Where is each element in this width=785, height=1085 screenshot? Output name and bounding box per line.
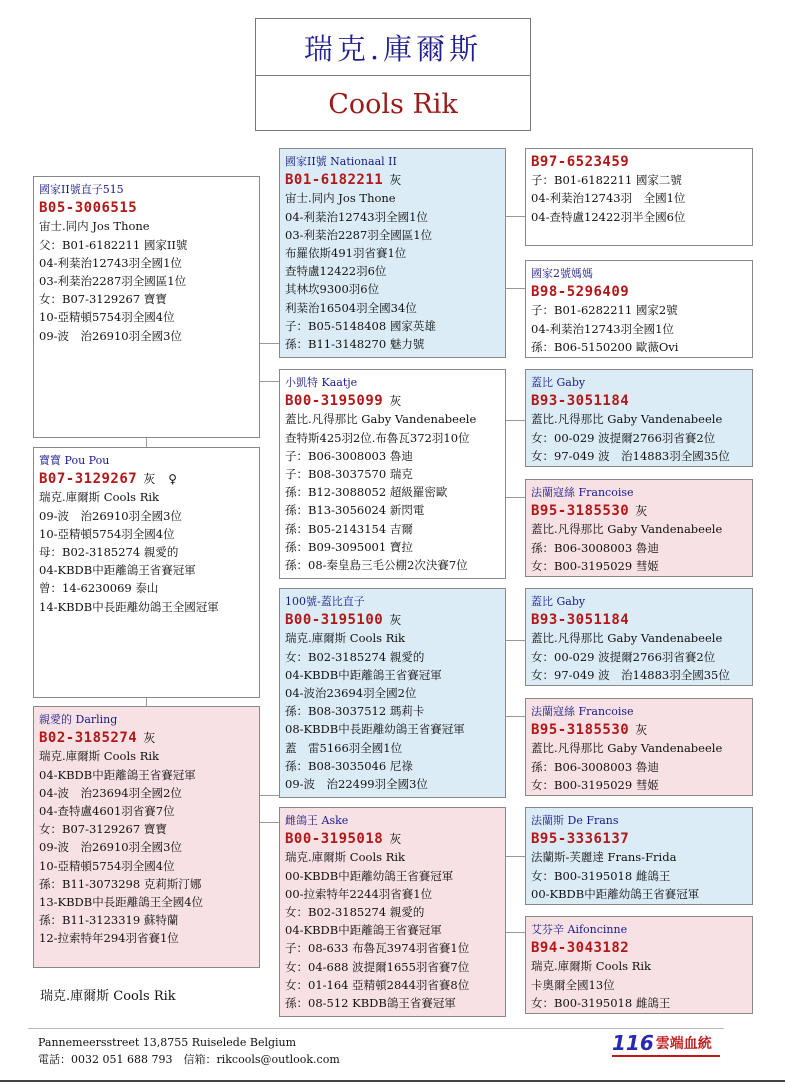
info-line: 09-波 治26910羽全國3位 bbox=[39, 328, 182, 343]
connector-line bbox=[146, 437, 147, 447]
ring-number: B00-3195100 灰 bbox=[285, 612, 402, 629]
info-line: 04-KBDB中距離鴿王省賽冠軍 bbox=[285, 923, 442, 938]
pigeon-name: 蓋比 Gaby bbox=[531, 595, 586, 608]
logo-number: 116 bbox=[612, 1031, 654, 1055]
info-line: 蓋比.凡得那比 Gaby Vandenabeele bbox=[531, 631, 723, 646]
info-line: 孫：B06-5150200 歐薇Ovi bbox=[531, 339, 679, 354]
info-line: 孫：B05-2143154 吉爾 bbox=[285, 521, 413, 536]
info-line: 查特盧12422羽6位 bbox=[285, 264, 387, 279]
connector-line bbox=[259, 822, 279, 823]
info-line: 子：B05-5148408 國家英雄 bbox=[285, 318, 436, 333]
info-line: 孫：08-512 KBDB鴿王省賽冠軍 bbox=[285, 996, 456, 1011]
connector-line bbox=[505, 288, 525, 289]
info-line: 女：B02-3185274 親愛的 bbox=[285, 649, 425, 664]
info-line: 蓋比.凡得那比 Gaby Vandenabeele bbox=[285, 412, 477, 427]
contact-line: 電話：0032 051 688 793 信箱：rikcools@outlook.com bbox=[38, 1053, 340, 1066]
ring-number: B01-6182211 灰 bbox=[285, 172, 402, 189]
card-granddam-paternal bbox=[279, 369, 506, 579]
info-line: 孫：08-秦皇島三毛公棚2次決賽7位 bbox=[285, 558, 468, 573]
ring-number: B98-5296409 bbox=[531, 284, 630, 301]
info-line: 女：97-049 波 治14883羽全國35位 bbox=[531, 448, 730, 463]
info-line: 女：00-029 波提爾2766羽省賽2位 bbox=[531, 649, 716, 664]
footer-contact bbox=[38, 1034, 340, 1068]
info-line: 女：01-164 亞精頓2844羽省賽8位 bbox=[285, 977, 470, 992]
card-ggp-5 bbox=[525, 588, 753, 686]
info-line: 法蘭斯-芙麗達 Frans-Frida bbox=[531, 850, 677, 865]
info-line: 孫：B12-3088052 超級羅密歐 bbox=[285, 485, 448, 500]
info-line: 女：B07-3129267 寶寶 bbox=[39, 822, 167, 837]
info-line: 00-KBDB中距離幼鴿王省賽冠軍 bbox=[531, 886, 700, 901]
info-line: 瑞克.庫爾斯 Cools Rik bbox=[39, 749, 159, 764]
address-line: Pannemeersstreet 13,8755 Ruiselede Belgium bbox=[38, 1036, 297, 1049]
pigeon-name: 國家II號 Nationaal II bbox=[285, 155, 397, 168]
info-line: 蓋 雷5166羽全國1位 bbox=[285, 740, 403, 755]
info-line: 09-波 治26910羽全國3位 bbox=[39, 508, 182, 523]
connector-line bbox=[505, 216, 525, 217]
title-box bbox=[255, 18, 531, 131]
info-line: 女：B02-3185274 親愛的 bbox=[285, 905, 425, 920]
info-line: 女：B00-3195029 彗姬 bbox=[531, 777, 659, 792]
card-mother bbox=[33, 706, 260, 968]
logo-text: 雲端血統 bbox=[655, 1036, 712, 1052]
color-sex: 灰 bbox=[389, 613, 402, 628]
card-father bbox=[33, 176, 260, 438]
page-bottom-border bbox=[0, 1080, 785, 1082]
card-granddam-maternal bbox=[279, 807, 506, 1017]
info-line: 瑞克.庫爾斯 Cools Rik bbox=[39, 490, 159, 505]
info-line: 13-KBDB中長距離鴿王全國4位 bbox=[39, 895, 204, 910]
info-line: 女：B00-3195018 雌鴿王 bbox=[531, 995, 671, 1010]
info-line: 04-KBDB中距離鴿王省賽冠軍 bbox=[39, 767, 196, 782]
card-ggp-3 bbox=[525, 369, 753, 467]
info-line: 孫：B09-3095001 寶拉 bbox=[285, 539, 413, 554]
pigeon-name: 蓋比 Gaby bbox=[531, 376, 586, 389]
info-line: 03-利棻治2287羽全國區1位 bbox=[285, 227, 433, 242]
info-line: 子：B01-6282211 國家2號 bbox=[531, 303, 678, 318]
info-line: 子：B08-3037570 瑞克 bbox=[285, 467, 413, 482]
pigeon-name: 寶寶 Pou Pou bbox=[39, 454, 110, 467]
info-line: 09-波 治26910羽全國3位 bbox=[39, 840, 182, 855]
info-line: 其林坎9300羽6位 bbox=[285, 282, 380, 297]
info-line: 蓋比.凡得那比 Gaby Vandenabeele bbox=[531, 522, 723, 537]
connector-line bbox=[259, 795, 279, 796]
pigeon-name: 國家2號媽媽 bbox=[531, 267, 593, 280]
pigeon-name: 艾芬辛 Aifoncinne bbox=[531, 923, 628, 936]
info-line: 04-利棻治12743羽 全國1位 bbox=[531, 191, 686, 206]
ring-number: B94-3043182 bbox=[531, 940, 630, 957]
info-line: 04-利棻治12743羽全國1位 bbox=[285, 209, 428, 224]
info-line: 子：08-633 布魯瓦3974羽省賽1位 bbox=[285, 941, 470, 956]
color-sex: 灰 bbox=[389, 394, 402, 409]
info-line: 女：B07-3129267 寶寶 bbox=[39, 292, 167, 307]
info-line: 蓋比.凡得那比 Gaby Vandenabeele bbox=[531, 741, 723, 756]
info-line: 孫：B11-3123319 蘇特蘭 bbox=[39, 913, 179, 928]
info-line: 蓋比.凡得那比 Gaby Vandenabeele bbox=[531, 412, 723, 427]
connector-line bbox=[505, 932, 525, 933]
pigeon-name: 雌鴿王 Aske bbox=[285, 814, 349, 827]
info-line: 04-查特盧12422羽半全國6位 bbox=[531, 209, 686, 224]
info-line: 女：00-029 波提爾2766羽省賽2位 bbox=[531, 430, 716, 445]
pigeon-name: 國家II號直子515 bbox=[39, 183, 124, 196]
card-grandsire-maternal bbox=[279, 588, 506, 798]
info-line: 14-KBDB中長距離幼鴿王全國冠軍 bbox=[39, 599, 219, 614]
footer-divider bbox=[28, 1028, 724, 1029]
info-line: 瑞克.庫爾斯 Cools Rik bbox=[531, 959, 651, 974]
color-sex: 灰 ♀ bbox=[143, 472, 178, 487]
info-line: 08-KBDB中長距離幼鴿王省賽冠軍 bbox=[285, 722, 465, 737]
color-sex: 灰 bbox=[635, 504, 648, 519]
pigeon-name: 法蘭寇絲 Francoise bbox=[531, 705, 634, 718]
card-ggp-4 bbox=[525, 479, 753, 577]
info-line: 10-亞精頓5754羽全國4位 bbox=[39, 526, 175, 541]
pigeon-name: 親愛的 Darling bbox=[39, 713, 118, 726]
info-line: 04-波治23694羽全國2位 bbox=[285, 686, 417, 701]
color-sex: 灰 bbox=[389, 173, 402, 188]
info-line: 卡奧爾全國13位 bbox=[531, 977, 615, 992]
card-ggp-2 bbox=[525, 260, 753, 358]
info-line: 孫：B06-3008003 魯迪 bbox=[531, 759, 659, 774]
info-line: 04-KBDB中距離鴿王省賽冠軍 bbox=[39, 563, 196, 578]
ring-number: B00-3195099 灰 bbox=[285, 393, 402, 410]
info-line: 孫：B08-3035046 尼祿 bbox=[285, 758, 413, 773]
card-subject bbox=[33, 447, 260, 698]
ring-number: B02-3185274 灰 bbox=[39, 730, 156, 747]
ring-number: B07-3129267 灰 ♀ bbox=[39, 471, 178, 488]
info-line: 布羅依斯491羽省賽1位 bbox=[285, 246, 407, 261]
info-line: 子：B06-3008003 魯迪 bbox=[285, 448, 413, 463]
info-line: 女：97-049 波 治14883羽全國35位 bbox=[531, 667, 730, 682]
info-line: 查特斯425羽2位.布魯瓦372羽10位 bbox=[285, 430, 470, 445]
info-line: 孫：B11-3073298 克莉斯汀娜 bbox=[39, 876, 202, 891]
card-ggp-8 bbox=[525, 916, 753, 1014]
color-sex: 灰 bbox=[635, 723, 648, 738]
connector-line bbox=[505, 856, 525, 857]
logo-underline bbox=[612, 1055, 720, 1057]
ring-number: B95-3185530 灰 bbox=[531, 722, 648, 739]
info-line: 04-KBDB中距離鴿王省賽冠軍 bbox=[285, 667, 442, 682]
color-sex: 灰 bbox=[389, 832, 402, 847]
info-line: 孫：B08-3037512 瑪莉卡 bbox=[285, 704, 425, 719]
owner-name: 瑞克.庫爾斯 Cools Rik bbox=[40, 989, 176, 1004]
pigeon-name: 法蘭斯 De Frans bbox=[531, 814, 619, 827]
brand-logo bbox=[612, 1030, 722, 1056]
info-line: 孫：B13-3056024 新閃電 bbox=[285, 503, 425, 518]
connector-line bbox=[505, 716, 525, 717]
info-line: 利棻治16504羽全國34位 bbox=[285, 300, 417, 315]
info-line: 04-利棻治12743羽全國1位 bbox=[531, 321, 674, 336]
ring-number: B95-3185530 灰 bbox=[531, 503, 648, 520]
info-line: 03-利棻治2287羽全國區1位 bbox=[39, 274, 187, 289]
info-line: 宙士.同内 Jos Thone bbox=[285, 191, 396, 206]
info-line: 04-波 治23694羽全國2位 bbox=[39, 785, 182, 800]
info-line: 女：B00-3195029 彗姬 bbox=[531, 558, 659, 573]
info-line: 瑞克.庫爾斯 Cools Rik bbox=[285, 631, 405, 646]
card-ggp-7 bbox=[525, 807, 753, 905]
info-line: 00-KBDB中距離幼鴿王省賽冠軍 bbox=[285, 868, 454, 883]
ring-number: B93-3051184 bbox=[531, 393, 630, 410]
info-line: 00-拉索特年2244羽省賽1位 bbox=[285, 886, 433, 901]
pigeon-name: 法蘭寇絲 Francoise bbox=[531, 486, 634, 499]
connector-line bbox=[505, 497, 525, 498]
info-line: 10-亞精頓5754羽全國4位 bbox=[39, 310, 175, 325]
info-line: 女：B00-3195018 雌鴿王 bbox=[531, 868, 671, 883]
info-line: 曾：14-6230069 泰山 bbox=[39, 581, 159, 596]
card-ggp-1 bbox=[525, 148, 753, 246]
info-line: 女：04-688 波提爾1655羽省賽7位 bbox=[285, 959, 470, 974]
ring-number: B95-3336137 bbox=[531, 831, 630, 848]
info-line: 09-波 治22499羽全國3位 bbox=[285, 777, 428, 792]
info-line: 04-查特盧4601羽省賽7位 bbox=[39, 804, 175, 819]
connector-line bbox=[146, 697, 147, 706]
card-ggp-6 bbox=[525, 698, 753, 796]
info-line: 孫：B06-3008003 魯迪 bbox=[531, 540, 659, 555]
ring-number: B93-3051184 bbox=[531, 612, 630, 629]
ring-number: B97-6523459 bbox=[531, 154, 630, 170]
pedigree-title-chinese: 瑞克.庫爾斯 bbox=[256, 19, 530, 76]
connector-line bbox=[259, 343, 279, 344]
color-sex: 灰 bbox=[143, 731, 156, 746]
info-line: 子：B01-6182211 國家二號 bbox=[531, 173, 682, 188]
info-line: 04-利棻治12743羽全國1位 bbox=[39, 255, 182, 270]
info-line: 瑞克.庫爾斯 Cools Rik bbox=[285, 850, 405, 865]
pigeon-name: 100號-蓋比直子 bbox=[285, 595, 365, 608]
info-line: 宙士.同内 Jos Thone bbox=[39, 219, 150, 234]
connector-line bbox=[505, 420, 525, 421]
card-grandsire-paternal bbox=[279, 148, 506, 358]
ring-number: B00-3195018 灰 bbox=[285, 831, 402, 848]
info-line: 12-拉索特年294羽省賽1位 bbox=[39, 931, 179, 946]
ring-number: B05-3006515 bbox=[39, 200, 138, 217]
info-line: 10-亞精頓5754羽全國4位 bbox=[39, 858, 175, 873]
pigeon-name: 小凱特 Kaatje bbox=[285, 376, 358, 389]
connector-line bbox=[259, 381, 279, 382]
info-line: 孫：B11-3148270 魅力號 bbox=[285, 337, 425, 352]
info-line: 母：B02-3185274 親愛的 bbox=[39, 545, 179, 560]
connector-line bbox=[505, 640, 525, 641]
pedigree-title-english: Cools Rik bbox=[328, 88, 458, 120]
info-line: 父：B01-6182211 國家II號 bbox=[39, 237, 188, 252]
